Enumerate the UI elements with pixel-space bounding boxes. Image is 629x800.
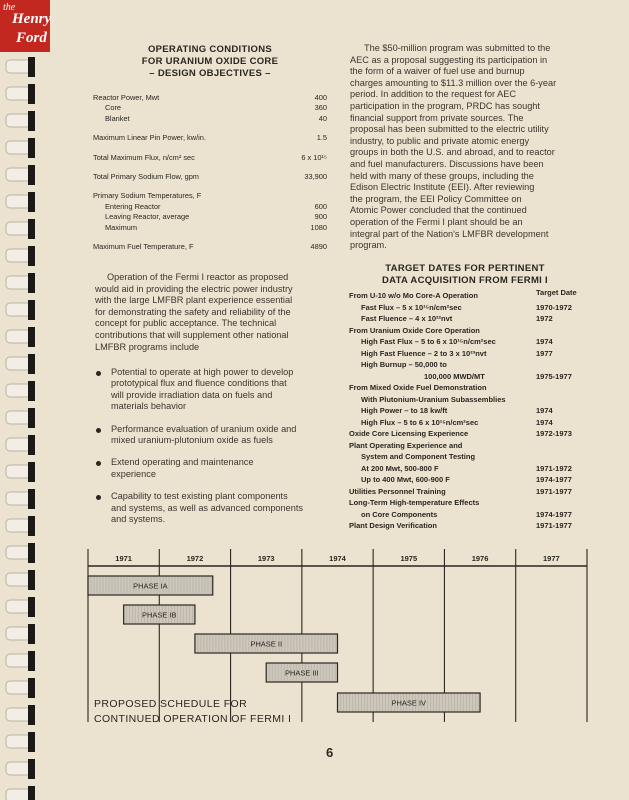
spec-label: Maximum Fuel Temperature, F <box>93 241 194 251</box>
left-paragraph-line: Operation of the Fermi I reactor as proposed <box>107 272 289 282</box>
spec-label: Entering Reactor <box>105 201 161 211</box>
target-label: High Fast Fluence – 2 to 3 x 10²³nvt <box>361 348 487 358</box>
right-paragraph-line: and fuel manufacturers. Discussions have been <box>350 158 544 169</box>
target-label: From Uranium Oxide Core Operation <box>349 325 480 335</box>
spec-label: Total Primary Sodium Flow, gpm <box>93 171 199 181</box>
target-date: 1971-1977 <box>536 486 572 496</box>
left-paragraph-line: LMFBR programs include <box>95 341 200 352</box>
year-label: 1973 <box>257 554 275 563</box>
contribution-line: Extend operating and maintenance <box>111 457 254 468</box>
target-label: High Flux – 5 to 6 x 10¹⁵n/cm²sec <box>361 417 479 427</box>
target-date: 1974-1977 <box>536 509 572 519</box>
contribution-line: experience <box>111 468 156 479</box>
target-date: 1970-1972 <box>536 302 572 312</box>
schedule-title: PROPOSED SCHEDULE FOR CONTINUED OPERATION OF FERMI I <box>94 698 292 725</box>
target-label: Up to 400 Mwt, 600-900 F <box>361 475 450 484</box>
spec-value: 600 <box>314 201 327 211</box>
target-dates-title: TARGET DATES FOR PERTINENT DATA ACQUISITION FROM FERMI I <box>382 263 548 286</box>
phase-bar <box>338 693 481 712</box>
spec-value: 40 <box>318 113 327 123</box>
right-paragraph-line: charges amounting to $11.3 million over the 6-year <box>350 77 557 88</box>
spec-label: Reactor Power, Mwt <box>93 93 160 102</box>
phase-bar <box>124 605 195 624</box>
right-paragraph-line: financial support from private sources. The <box>350 112 524 123</box>
contribution-line: and systems, as well as advanced components <box>111 502 304 513</box>
phase-label: PHASE IA <box>133 581 168 591</box>
right-paragraph-line: AEC as a proposal suggesting its participation in <box>350 54 548 65</box>
spec-label: Maximum <box>105 222 138 232</box>
contribution-line: Capability to test existing plant components <box>111 491 288 502</box>
right-paragraph-line: Edison Electric Institute (EEI). After reviewing <box>350 182 535 193</box>
target-label: Long-Term High-temperature Effects <box>349 498 480 507</box>
right-paragraph-line: the form of a waiver of fuel use and burnup <box>350 66 525 77</box>
target-label: on Core Components <box>361 509 438 519</box>
target-label: From U-10 w/o Mo Core-A Operation <box>349 291 478 300</box>
contribution-line: Potential to operate at high power to develop <box>111 367 294 377</box>
spec-value: 900 <box>314 212 327 222</box>
spec-value: 360 <box>314 103 327 113</box>
contribution-line: and systems. <box>111 514 166 525</box>
target-label: 100,000 MWD/MT <box>424 371 485 381</box>
target-label: At 200 Mwt, 500-800 F <box>361 463 439 473</box>
contribution-line: mixed uranium-plutonium oxide as fuels <box>111 435 273 446</box>
spec-value: 400 <box>314 93 327 102</box>
target-date: 1972-1973 <box>536 429 572 438</box>
target-date: 1972 <box>536 314 553 323</box>
right-paragraph-line: The $50-million program was submitted to the <box>364 43 551 53</box>
spec-value: 6 x 10¹⁵ <box>301 152 327 162</box>
phase-bar <box>266 663 337 682</box>
target-date-header: Target Date <box>536 288 577 297</box>
spec-label: Blanket <box>105 113 130 123</box>
left-paragraph-line: with the large LMFBR plant experience essential <box>95 295 293 306</box>
contribution-line: prototypical flux and fluence conditions that <box>111 378 287 389</box>
spec-value: 33,900 <box>304 171 327 181</box>
contribution-line: materials behavior <box>111 401 187 412</box>
target-label: High Power – to 18 kw/ft <box>361 406 448 415</box>
right-paragraph-line: groups in both the U.S. and abroad, and to reactor <box>350 147 555 158</box>
right-paragraph-line: integral part of the Nation's LMFBR development <box>350 228 549 239</box>
right-paragraph-line: industry, to public and private atomic energy <box>350 135 530 146</box>
spec-label: Primary Sodium Temperatures, F <box>93 191 202 201</box>
year-label: 1974 <box>329 554 346 563</box>
design-objectives-title: OPERATING CONDITIONS FOR URANIUM OXIDE CORE – DESIGN OBJECTIVES – <box>141 44 279 79</box>
right-paragraph-line: program. <box>350 240 387 251</box>
left-paragraph-line: would aid in providing the electric power industry <box>95 283 293 294</box>
spec-label: Maximum Linear Pin Power, kw/in. <box>93 133 206 143</box>
target-label: High Burnup – 50,000 to <box>361 360 447 369</box>
year-label: 1976 <box>471 554 489 563</box>
target-date: 1971-1972 <box>536 463 572 473</box>
contribution-line: will provide irradiation data on fuels and <box>111 389 273 400</box>
year-label: 1972 <box>186 554 204 563</box>
right-paragraph-line: operation of the Fermi I plant should be an <box>350 216 523 227</box>
year-label: 1971 <box>115 554 132 563</box>
target-date: 1971-1977 <box>536 521 572 530</box>
right-paragraph-line: period. In addition to the request for AEC <box>350 89 516 100</box>
target-label: Fast Fluence – 4 x 10²²nvt <box>361 314 453 323</box>
target-label: Plant Operating Experience and <box>349 440 463 450</box>
right-paragraph-line: the program, the EEI Policy Committee on <box>350 193 522 204</box>
year-label: 1975 <box>400 554 418 563</box>
target-date: 1974 <box>536 417 553 427</box>
target-date: 1975-1977 <box>536 371 572 381</box>
right-paragraph-line: participation in the program, PRDC has sought <box>350 100 540 111</box>
target-label: With Plutonium-Uranium Subassemblies <box>361 394 506 404</box>
phase-label: PHASE IB <box>141 610 177 620</box>
target-label: From Mixed Oxide Fuel Demonstration <box>349 383 487 392</box>
logo-henry: Henry <box>12 11 52 27</box>
spec-value: 1.5 <box>316 133 327 143</box>
target-label: Oxide Core Licensing Experience <box>349 429 469 438</box>
contribution-line: Performance evaluation of uranium oxide and <box>111 423 297 434</box>
left-paragraph-line: contributions that will supplement other national <box>95 329 289 340</box>
phase-bar <box>88 576 213 595</box>
spec-label: Core <box>105 103 122 113</box>
phase-label: PHASE III <box>284 668 319 678</box>
target-date: 1977 <box>536 348 553 358</box>
spec-value: 4890 <box>310 241 327 251</box>
logo-the: the <box>3 2 16 13</box>
right-paragraph-line: Atomic Power concluded that the continued <box>350 205 527 216</box>
spec-label: Total Maximum Flux, n/cm² sec <box>93 152 195 162</box>
target-date: 1974 <box>536 337 553 346</box>
phase-label: PHASE IV <box>391 698 427 708</box>
page-number: 6 <box>326 745 334 760</box>
right-paragraph-line: held with many of these groups, including the <box>350 170 534 181</box>
target-label: Fast Flux – 5 x 10¹⁵n/cm²sec <box>361 302 462 312</box>
year-label: 1977 <box>543 554 560 563</box>
target-label: High Fast Flux – 5 to 6 x 10¹⁵n/cm²sec <box>361 337 496 346</box>
target-date: 1974 <box>536 406 553 415</box>
target-date: 1974-1977 <box>536 475 572 484</box>
left-paragraph-line: for demonstrating the safety and reliability of the <box>95 306 291 317</box>
logo-ford: Ford <box>16 30 47 46</box>
spec-value: 1080 <box>310 222 327 232</box>
target-label: Utilities Personnel Training <box>349 486 446 496</box>
phase-label: PHASE II <box>250 639 283 649</box>
target-label: Plant Design Verification <box>349 521 437 530</box>
left-paragraph-line: concept for public acceptance. The technical <box>95 318 277 329</box>
phase-bar <box>195 634 338 653</box>
spec-label: Leaving Reactor, average <box>105 212 190 222</box>
right-paragraph-line: proposal has been submitted to the electric utility <box>350 124 549 135</box>
target-label: System and Component Testing <box>361 452 476 461</box>
